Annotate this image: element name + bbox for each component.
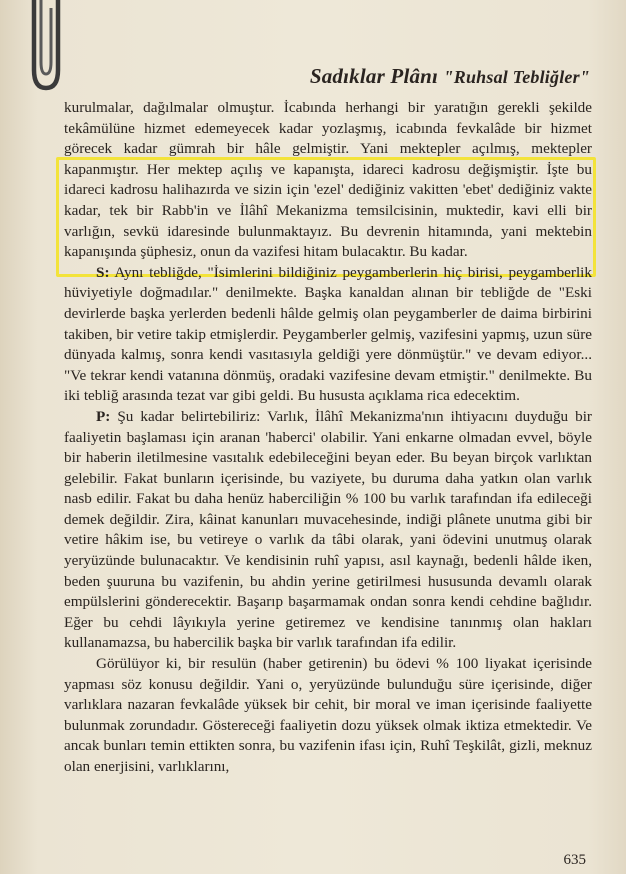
page-body	[64, 98, 592, 778]
paragraph-3	[64, 407, 592, 654]
paragraph-text: Aynı tebliğde, "İsimlerini bildiğiniz peygamberlerin hiç birisi, peygamberlik hüviyetiyle doğmadılar." denilmekte. Başka kanaldan alınan bir tebliğde de "Eski devirlerde başka yerlerden bedenli hâlde gelmiş olan peygamberler de daima birbirini takiben, bir vetire takip etmişlerdir. Peygamberler gelmiş, vazifesini yapmış, uzun süre dünyada kalmış, sonra kendi vasıtasıyla geldiği yere dönmüştür." ve devam ediyor... "Ve tekrar kendi vatanına dönmüş, oradaki vazifesine devam etmiştir." denilmekte. Bu iki tebliğ arasında tezat var gibi geldi. Bu hususta açıklama rica edecektim.	[64, 263, 592, 405]
paragraph-2	[64, 263, 592, 407]
paragraph-text: Şu kadar belirtebiliriz: Varlık, İlâhî Mekanizma'nın ihtiyacını duyduğu bir faaliyetin başlaması için aranan 'haberci' olabilir. Yani enkarne olmadan evvel, böyle bir haberin iletilmesine vasıtalık edebileceğini beyan eder. Bu beyan birçok varlıktan gelebilir. Fakat bunların içerisinde, bu vaziyete, bu duruma daha yatkın olan varlık nasb edilir. Fakat bu daha henüz haberciliğin % 100 bu varlık tarafından ifa edileceği demek değildir. Zira, kâinat kanunları muvacehesinde, indiği plânete unutma gibi bir vetire hâkim ise, bu vetireye o varlık da tâbi olarak, yani ödevini unutmuş olarak yeryüzünde bulunacaktır. Ve kendisinin ruhî yapısı, asıl kaynağı, bedenli hâlde iken, beden şuuruna bu vazifenin, bu ahdin yerine getirilmesi hususunda devamlı olarak empülslerini gönderecektir. Başarıp başarmamak ondan sonra kendi cehdine bağlıdır. Eğer bu cehdi lâyıkıyla yerine getiremez ve kendisine tanınmış olan hakları kullanamazsa, bu habercilik başka bir varlık tarafından ifa edilir.	[64, 407, 592, 652]
page-number: 635	[563, 852, 586, 868]
paragraph-1	[64, 98, 592, 263]
paper-clip-icon	[26, 0, 66, 92]
paragraph-text: kurulmalar, dağılmalar olmuştur. İcabında herhangi bir yaratığın gerekli şekilde tekâmülüne hizmet edemeyecek kadar yozlaşmış, icabında fevkalâde bir hizmet görecek kadar gümrah bir hâle gelmiştir. Yani mektepler açılmış, mektepler kapanmıştır. Her mektep açılış ve kapanışta, idareci kadrosu değişmiştir. İşte bu idareci kadrosu halihazırda ve sizin için 'ezel' dediğiniz vakitten 'ebet' dediğiniz vakte kadar, tek bir Rabb'in ve İlâhî Mekanizma temsilcisinin, muktedir, kavi elli bir varlığın, sevkü idaresinde bulunmaktayız. Bu devrenin hitamında, yani mektebin kapanışında şüphesiz, onun da vazifesi hitam bulacaktır. Bu kadar.	[64, 99, 592, 261]
running-header	[310, 64, 590, 89]
header-subtitle: "Ruhsal Tebliğler"	[443, 67, 590, 87]
speaker-label: S:	[96, 263, 110, 281]
paragraph-4	[64, 654, 592, 778]
paragraph-text: Görülüyor ki, bir resulün (haber getirenin) bu ödevi % 100 liyakat içerisinde yapması söz konusu değildir. Yani o, yeryüzünde bulunduğu süre içerisinde, diğer varlıklara nazaran fevkalâde yüksek bir cehit, bir moral ve iman içerisinde faaliyette bulunmak zorundadır. Göstereceği faaliyetin dozu yüksek olmak iktiza etmektedir. Ve ancak bunları temin ettikten sonra, bu vazifenin ifası için, Ruhî Teşkilât, gizli, meknuz olan enerjisini, varlıklarını,	[64, 655, 592, 775]
speaker-label: P:	[96, 407, 111, 425]
header-title: Sadıklar Plânı	[309, 64, 439, 88]
